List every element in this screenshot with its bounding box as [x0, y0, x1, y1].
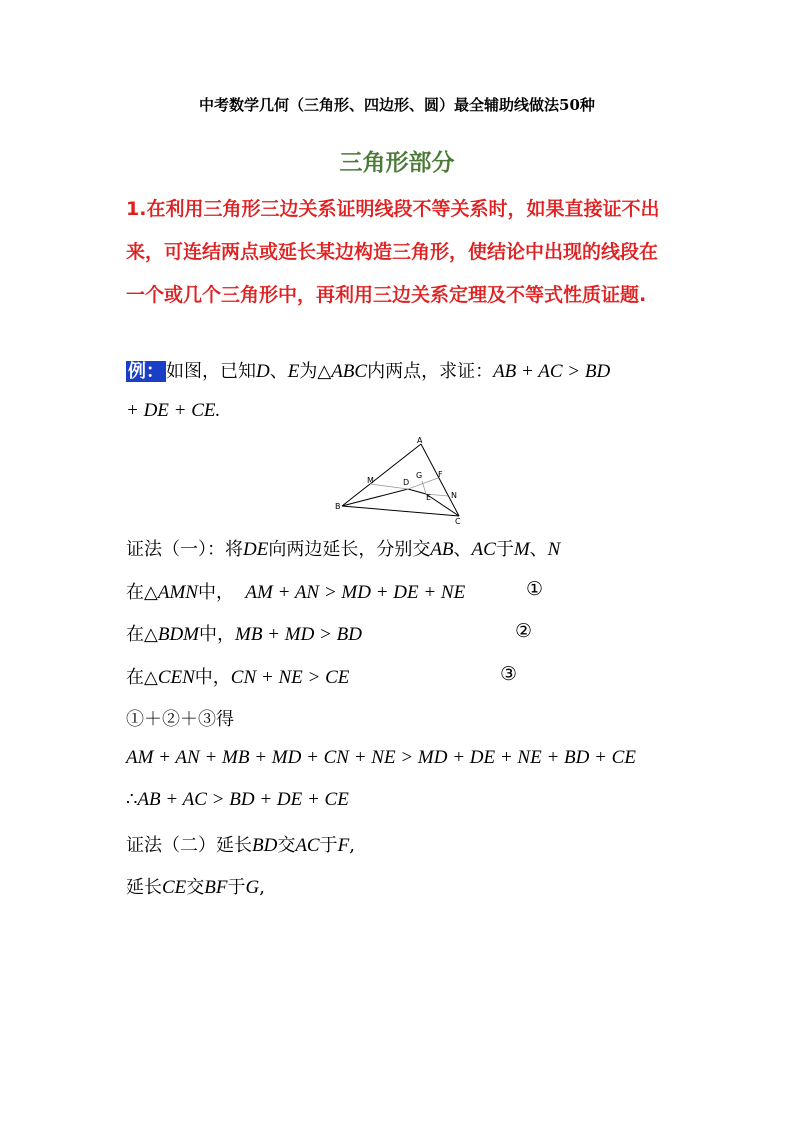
- proof-9-math-bf: BF: [204, 877, 228, 898]
- proof-6-math: AM + AN + MB + MD + CN + NE > MD + DE + NE + BD + CE: [126, 747, 636, 768]
- proof-line-4: [126, 663, 349, 689]
- label-n: N: [451, 491, 457, 500]
- example-math-d: D: [256, 361, 270, 382]
- proof-7-math: AB + AC > BD + DE + CE: [137, 789, 349, 810]
- proof-8-math-f: F: [337, 835, 350, 856]
- proof-8-text3: 于: [319, 835, 338, 856]
- label-f: F: [438, 470, 443, 479]
- proof-line-3: [126, 620, 362, 646]
- example-line-1: [126, 357, 610, 383]
- proof-1-math-ac: AC: [471, 539, 496, 560]
- example-math-abc: ABC: [331, 361, 368, 382]
- proof-1-text2: 向两边延长，分别交: [268, 539, 431, 560]
- proof-1-math-ab: AB: [430, 539, 454, 560]
- example-text: 如图，已知: [166, 361, 256, 382]
- proof-line-2: [126, 578, 465, 604]
- therefore-symbol: ∴: [126, 789, 138, 810]
- triangle-figure: [330, 432, 470, 524]
- example-math-continued: + DE + CE.: [126, 400, 221, 421]
- label-c: C: [455, 517, 461, 524]
- proof-1-math-de: DE: [243, 539, 269, 560]
- proof-line-5: [126, 705, 234, 731]
- rule-statement: 1.在利用三角形三边关系证明线段不等关系时，如果直接证不出来，可连结两点或延长某边构造三角形，使结论中出现的线段在一个或几个三角形中，再利用三边关系定理及不等式性质证题.: [126, 198, 660, 306]
- proof-8-math-bd: BD: [252, 835, 278, 856]
- example-sep: 、: [269, 361, 288, 382]
- circled-mark-2: ②: [515, 620, 533, 642]
- side-ac: [421, 444, 459, 516]
- proof-2-math: AM + AN > MD + DE + NE: [245, 582, 466, 603]
- proof-8-text: 证法（二）延长: [126, 835, 252, 856]
- label-a: A: [417, 436, 423, 445]
- section-heading: 三角形部分: [339, 150, 455, 176]
- proof-4-text2: 中，: [194, 667, 231, 688]
- circled-mark-3: ③: [500, 663, 518, 685]
- proof-1-sep2: 、: [529, 539, 548, 560]
- label-e: E: [426, 493, 432, 502]
- proof-1-sep: 、: [453, 539, 472, 560]
- proof-9-math-ce: CE: [162, 877, 187, 898]
- proof-line-9: [126, 873, 265, 899]
- proof-line-6: [126, 747, 636, 769]
- proof-8-text2: 交: [277, 835, 296, 856]
- side-ab: [342, 444, 421, 506]
- proof-1-math-m: M: [513, 539, 530, 560]
- label-b: B: [335, 502, 341, 511]
- side-bc: [342, 506, 459, 516]
- proof-line-7: [126, 789, 349, 811]
- proof-4-math-tri: CEN: [157, 667, 195, 688]
- circled-mark-1: ①: [526, 578, 544, 600]
- label-g: G: [416, 471, 423, 480]
- document-title: 中考数学几何（三角形、四边形、圆）最全辅助线做法50种: [199, 96, 595, 114]
- proof-4-text: 在△: [126, 667, 158, 688]
- label-d: D: [403, 478, 410, 487]
- proof-3-math-tri: BDM: [157, 624, 199, 645]
- proof-1-text3: 于: [495, 539, 514, 560]
- proof-9-text: 延长: [126, 877, 162, 898]
- label-m: M: [367, 476, 374, 485]
- proof-2-text2: 中，: [197, 582, 234, 603]
- segment-de: [408, 489, 426, 494]
- proof-line-8: [126, 831, 355, 857]
- proof-4-math: CN + NE > CE: [230, 667, 350, 688]
- proof-9-text3: 于: [227, 877, 246, 898]
- proof-5-text: ①＋②＋③得: [126, 709, 234, 730]
- proof-3-text2: 中，: [199, 624, 235, 645]
- proof-3-math: MB + MD > BD: [235, 624, 362, 645]
- proof-1-math-n: N: [547, 539, 561, 560]
- example-math-inequality: AB + AC > BD: [493, 361, 611, 382]
- proof-8-math-ac: AC: [295, 835, 320, 856]
- proof-9-math-g: G: [245, 877, 260, 898]
- proof-9-end: ,: [259, 877, 265, 898]
- example-text3: 内两点，求证：: [367, 361, 494, 382]
- example-tag: 例：: [128, 361, 164, 382]
- example-line-2: [126, 400, 220, 422]
- segment-bd: [342, 489, 408, 506]
- proof-8-end: ,: [349, 835, 355, 856]
- proof-2-text: 在△: [126, 582, 158, 603]
- example-text2: 为△: [299, 361, 332, 382]
- proof-2-math-tri: AMN: [157, 582, 198, 603]
- proof-line-1: [126, 535, 560, 561]
- proof-1-text: 证法（一）：将: [126, 539, 243, 560]
- proof-3-text: 在△: [126, 624, 158, 645]
- proof-9-text2: 交: [186, 877, 205, 898]
- example-math-e: E: [287, 361, 300, 382]
